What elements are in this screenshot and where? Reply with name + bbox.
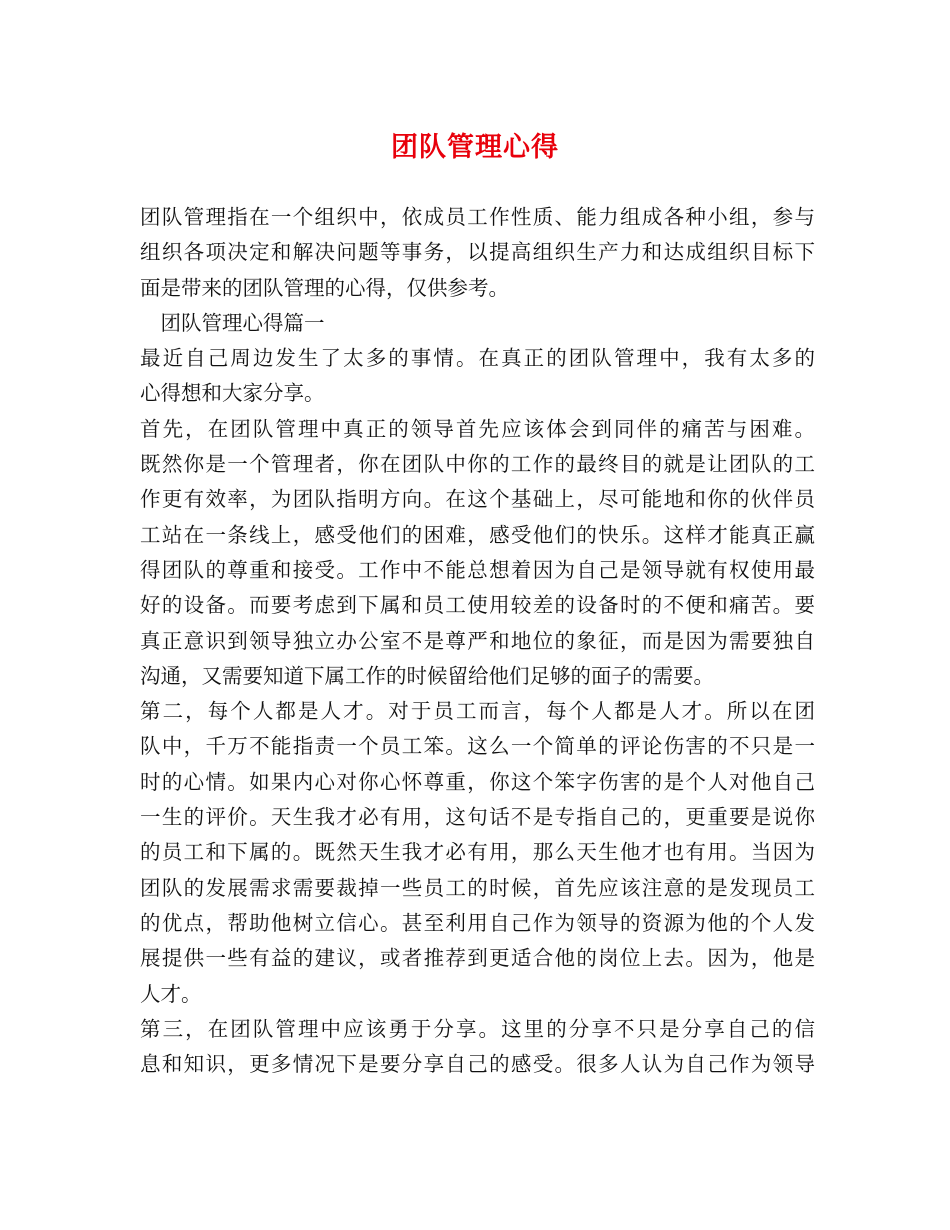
body-line: 工站在一条线上，感受他们的困难，感受他们的快乐。这样才能真正赢 [140,522,815,547]
body-line: 得团队的尊重和接受。工作中不能总想着因为自己是领导就有权使用最 [140,557,815,582]
body-line: 第二，每个人都是人才。对于员工而言，每个人都是人才。所以在团 [140,699,815,724]
body-line: 面是带来的团队管理的心得，仅供参考。 [140,275,509,300]
document-body [140,200,815,1082]
body-line: 展提供一些有益的建议，或者推荐到更适合他的岗位上去。因为，他是 [140,946,815,971]
document-title: 团队管理心得 [391,132,559,163]
body-line: 好的设备。而要考虑到下属和员工使用较差的设备时的不便和痛苦。要 [140,593,815,618]
body-line: 一生的评价。天生我才必有用，这句话不是专指自己的，更重要是说你 [140,805,815,830]
body-line: 真正意识到领导独立办公室不是尊严和地位的象征，而是因为需要独自 [140,628,815,653]
body-line: 人才。 [140,981,202,1006]
body-line: 团队的发展需求需要裁掉一些员工的时候，首先应该注意的是发现员工 [140,875,815,900]
body-line: 作更有效率，为团队指明方向。在这个基础上，尽可能地和你的伙伴员 [140,487,815,512]
body-line: 心得想和大家分享。 [140,381,325,406]
body-line: 的员工和下属的。既然天生我才必有用，那么天生他才也有用。当因为 [140,840,815,865]
body-line: 队中，千万不能指责一个员工笨。这么一个简单的评论伤害的不只是一 [140,734,815,759]
body-line: 息和知识，更多情况下是要分享自己的感受。很多人认为自己作为领导 [140,1052,815,1077]
body-line: 最近自己周边发生了太多的事情。在真正的团队管理中，我有太多的 [140,346,815,371]
body-line: 沟通，又需要知道下属工作的时候留给他们足够的面子的需要。 [140,663,714,688]
section-heading: 团队管理心得篇一 [140,310,325,335]
body-line: 时的心情。如果内心对你心怀尊重，你这个笨字伤害的是个人对他自己 [140,769,815,794]
body-line: 首先，在团队管理中真正的领导首先应该体会到同伴的痛苦与困难。 [140,416,815,441]
body-line: 的优点，帮助他树立信心。甚至利用自己作为领导的资源为他的个人发 [140,910,815,935]
body-line: 团队管理指在一个组织中，依成员工作性质、能力组成各种小组，参与 [140,205,815,229]
body-line: 第三，在团队管理中应该勇于分享。这里的分享不只是分享自己的信 [140,1016,815,1041]
body-line: 既然你是一个管理者，你在团队中你的工作的最终目的就是让团队的工 [140,452,815,477]
body-line: 组织各项决定和解决问题等事务，以提高组织生产力和达成组织目标下 [140,240,815,265]
